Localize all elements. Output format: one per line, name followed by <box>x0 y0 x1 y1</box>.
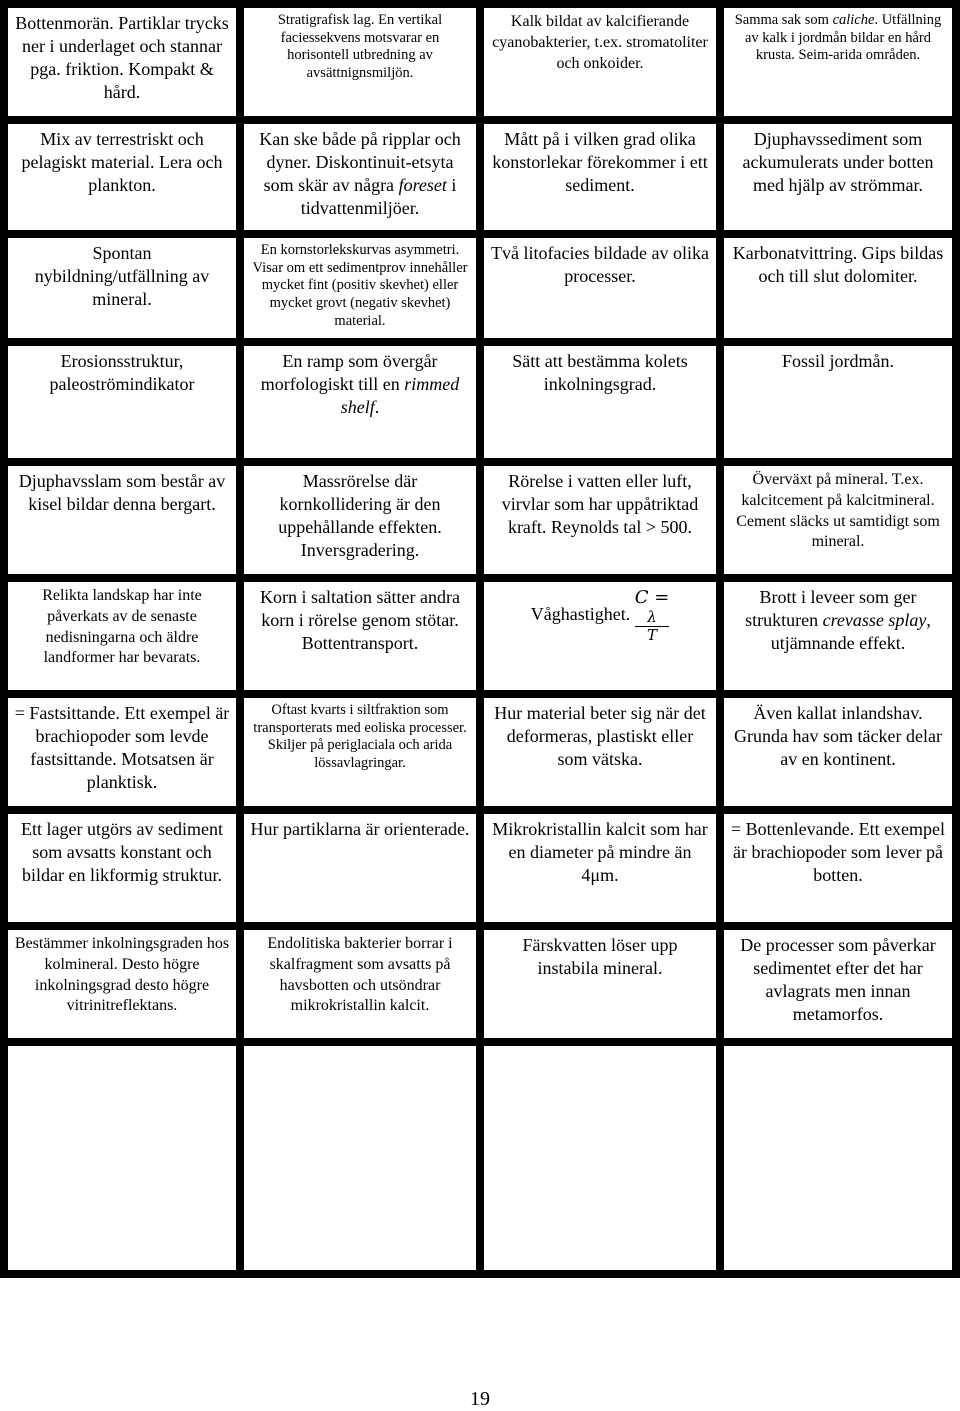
card-r5-c2 <box>484 582 716 690</box>
card-text: Kan ske både på ripplar och dyner. Diskontinuit-etsyta som skär av några foreset i tidvattenmiljöer. <box>259 129 461 219</box>
card-r2-c1 <box>244 238 476 338</box>
page-number: 19 <box>470 1388 490 1410</box>
equation-denominator: T <box>646 625 657 644</box>
card-r3-c0 <box>8 346 236 458</box>
card-r6-c1 <box>244 698 476 806</box>
equation-lhs: C = <box>634 587 670 608</box>
wave-speed-equation <box>635 586 670 643</box>
card-r5-c1 <box>244 582 476 690</box>
card-r8-c0 <box>8 930 236 1038</box>
card-text: Spontan nybildning/utfällning av mineral. <box>34 243 210 310</box>
card-r4-c3 <box>724 466 952 574</box>
card-text: Stratigrafisk lag. En vertikal faciessekvens motsvarar en horisontell utbredning av avsättnignsmiljön. <box>277 12 443 82</box>
card-text: Djuphavssediment som ackumulerats under botten med hjälp av strömmar. <box>742 129 934 196</box>
card-text: Sätt att bestämma kolets inkolningsgrad. <box>512 351 688 395</box>
card-text: Färskvatten löser upp instabila mineral. <box>522 935 678 979</box>
card-text: Mått på i vilken grad olika konstorlekar förekommer i ett sediment. <box>492 129 708 196</box>
card-text: = Fastsittande. Ett exempel är brachiopoder som levde fastsittande. Motsatsen är planktisk. <box>14 703 230 793</box>
card-text: De processer som påverkar sedimentet efter det har avlagrats men innan metamorfos. <box>740 935 936 1025</box>
card-r8-c1 <box>244 930 476 1038</box>
card-r9-c3 <box>724 1046 952 1270</box>
card-r9-c0 <box>8 1046 236 1270</box>
card-r9-c1 <box>244 1046 476 1270</box>
card-text: Rörelse i vatten eller luft, virvlar som har uppåtriktad kraft. Reynolds tal > 500. <box>501 471 699 538</box>
card-r0-c1 <box>244 8 476 116</box>
equation-fraction <box>635 609 670 643</box>
card-r3-c2 <box>484 346 716 458</box>
card-r9-c2 <box>484 1046 716 1270</box>
card-text: Karbonatvittring. Gips bildas och till slut dolomiter. <box>732 243 944 287</box>
card-r5-c3 <box>724 582 952 690</box>
card-text: Fossil jordmån. <box>781 351 894 371</box>
card-r0-c0 <box>8 8 236 116</box>
card-r6-c2 <box>484 698 716 806</box>
card-r7-c2 <box>484 814 716 922</box>
card-text: Erosionsstruktur, paleoströmindikator <box>49 351 195 395</box>
card-text: En kornstorlekskurvas asymmetri. Visar om ett sedimentprov innehåller mycket fint (positiv skevhet) eller mycket grovt (negativ skevhet) material. <box>252 242 468 329</box>
card-r2-c3 <box>724 238 952 338</box>
card-r1-c0 <box>8 124 236 230</box>
card-r2-c2 <box>484 238 716 338</box>
card-text: Endolitiska bakterier borrar i skalfragment som avsatts på havsbotten och utsöndrar mikrokristallin kalcit. <box>267 935 453 1015</box>
card-r4-c2 <box>484 466 716 574</box>
card-text: Två litofacies bildade av olika processer. <box>491 243 709 287</box>
card-r3-c1 <box>244 346 476 458</box>
card-text: Hur material beter sig när det deformeras, plastiskt eller som vätska. <box>494 703 706 770</box>
card-text: = Bottenlevande. Ett exempel är brachiopoder som lever på botten. <box>730 819 946 886</box>
card-text: Mix av terrestriskt och pelagiskt material. Lera och plankton. <box>21 129 223 196</box>
card-text: Korn i saltation sätter andra korn i rörelse genom stötar. Bottentransport. <box>260 587 460 654</box>
card-r8-c2 <box>484 930 716 1038</box>
card-text: Bestämmer inkolningsgraden hos kolmineral. Desto högre inkolningsgrad desto högre vitrinitreflektans. <box>14 935 230 1015</box>
card-text: Hur partiklarna är orienterade. <box>250 819 470 839</box>
card-r0-c3 <box>724 8 952 116</box>
card-r4-c0 <box>8 466 236 574</box>
card-text: Överväxt på mineral. T.ex. kalcitcement på kalcitmineral. Cement släcks ut samtidigt som mineral. <box>736 471 940 551</box>
card-text: Kalk bildat av kalcifierande cyanobakterier, t.ex. stromatoliter och onkoider. <box>492 13 708 72</box>
card-text: Våghastighet. <box>530 604 631 624</box>
card-r7-c3 <box>724 814 952 922</box>
card-text: Massrörelse där kornkollidering är den uppehållande effekten. Inversgradering. <box>278 471 442 561</box>
card-text: Relikta landskap har inte påverkats av de senaste nedisningarna och äldre landformer har bevarats. <box>42 587 202 667</box>
card-text: Även kallat inlandshav. Grunda hav som täcker delar av en kontinent. <box>734 703 942 770</box>
card-r7-c0 <box>8 814 236 922</box>
card-r4-c1 <box>244 466 476 574</box>
card-r3-c3 <box>724 346 952 458</box>
card-text: Samma sak som caliche. Utfällning av kalk i jordmån bildar en hård krusta. Seim-arida områden. <box>734 12 942 64</box>
equation-numerator: λ <box>635 609 670 627</box>
card-r8-c3 <box>724 930 952 1038</box>
card-text: Oftast kvarts i siltfraktion som transporterats med eoliska processer. Skiljer på periglaciala och arida lössavlagringar. <box>253 702 467 772</box>
card-text: Bottenmorän. Partiklar trycks ner i underlaget och stannar pga. friktion. Kompakt & hård. <box>15 13 229 103</box>
card-r0-c2 <box>484 8 716 116</box>
card-text: Djuphavsslam som består av kisel bildar denna bergart. <box>18 471 226 515</box>
card-text: Brott i leveer som ger strukturen crevasse splay, utjämnande effekt. <box>745 587 931 654</box>
card-text: En ramp som övergår morfologiskt till en rimmed shelf. <box>260 351 460 418</box>
card-r1-c3 <box>724 124 952 230</box>
card-r1-c2 <box>484 124 716 230</box>
card-r6-c0 <box>8 698 236 806</box>
card-text: Ett lager utgörs av sediment som avsatts konstant och bildar en likformig struktur. <box>21 819 223 886</box>
card-r1-c1 <box>244 124 476 230</box>
card-r6-c3 <box>724 698 952 806</box>
card-r2-c0 <box>8 238 236 338</box>
card-r7-c1 <box>244 814 476 922</box>
card-text: Mikrokristallin kalcit som har en diameter på mindre än 4μm. <box>492 819 708 886</box>
card-r5-c0 <box>8 582 236 690</box>
